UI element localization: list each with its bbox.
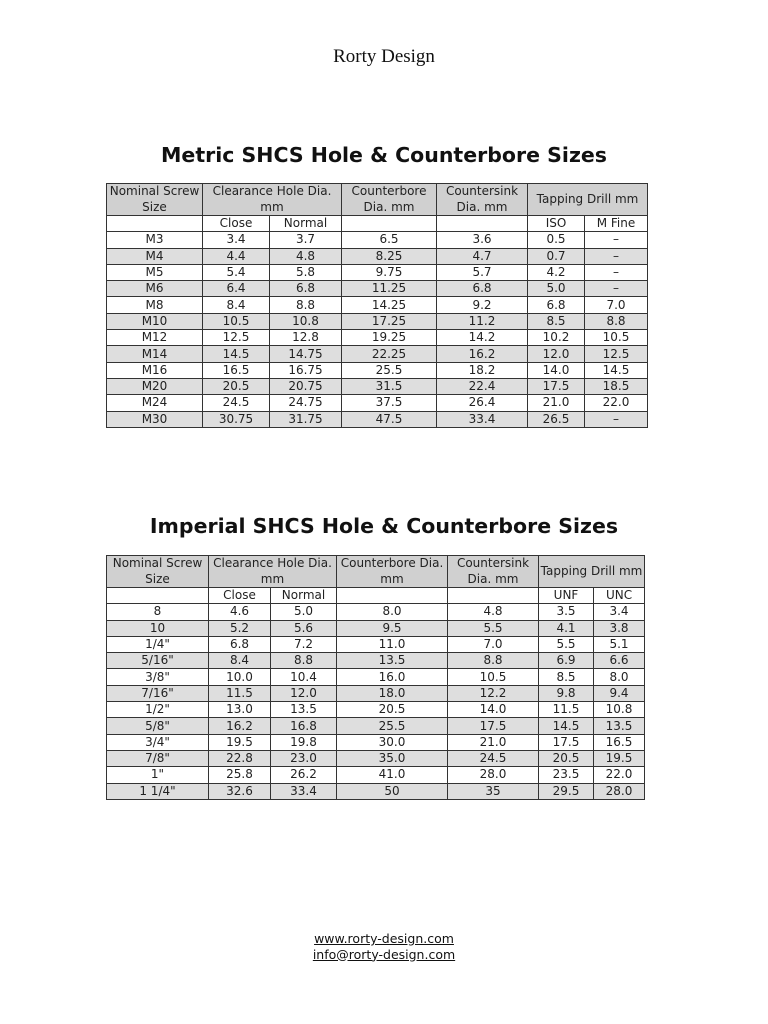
cell-clearance-normal: 31.75: [270, 411, 342, 427]
cell-nominal-size: M8: [107, 297, 203, 313]
table-row: [107, 685, 645, 701]
cell-tapping-a: 14.0: [528, 362, 585, 378]
cell-nominal-size: M16: [107, 362, 203, 378]
cell-tapping-b: 18.5: [585, 378, 648, 394]
cell-nominal-size: 5/16": [107, 653, 209, 669]
imperial-table-body: [107, 588, 645, 800]
table-row: [107, 330, 648, 346]
cell-nominal-size: M5: [107, 264, 203, 280]
metric-table-body: [107, 216, 648, 428]
cell-counterbore: 6.5: [342, 232, 437, 248]
cell-tapping-b: 7.0: [585, 297, 648, 313]
table-row: [107, 620, 645, 636]
table-row: [107, 636, 645, 652]
subheader-cell-countersink: [448, 588, 539, 604]
cell-clearance-close: 19.5: [209, 734, 271, 750]
cell-tapping-a: 4.2: [528, 264, 585, 280]
cell-counterbore: 11.25: [342, 281, 437, 297]
cell-tapping-b: 16.5: [594, 734, 645, 750]
cell-tapping-a: 8.5: [539, 669, 594, 685]
metric-table-title: Metric SHCS Hole & Counterbore Sizes: [161, 143, 607, 167]
subheader-cell-countersink: [437, 216, 528, 232]
cell-tapping-a: 6.9: [539, 653, 594, 669]
cell-counterbore: 50: [337, 783, 448, 799]
table-row: [107, 604, 645, 620]
cell-clearance-normal: 13.5: [271, 702, 337, 718]
subheader-row: [107, 216, 648, 232]
cell-tapping-a: 0.7: [528, 248, 585, 264]
cell-countersink: 14.0: [448, 702, 539, 718]
table-row: [107, 346, 648, 362]
cell-counterbore: 8.0: [337, 604, 448, 620]
cell-nominal-size: M30: [107, 411, 203, 427]
header-tapping-drill: Tapping Drill mm: [528, 184, 648, 216]
cell-counterbore: 11.0: [337, 636, 448, 652]
cell-clearance-normal: 7.2: [271, 636, 337, 652]
cell-countersink: 3.6: [437, 232, 528, 248]
cell-tapping-a: 11.5: [539, 702, 594, 718]
cell-clearance-normal: 12.8: [270, 330, 342, 346]
cell-clearance-close: 14.5: [203, 346, 270, 362]
cell-clearance-close: 11.5: [209, 685, 271, 701]
cell-tapping-b: 13.5: [594, 718, 645, 734]
cell-tapping-a: 23.5: [539, 767, 594, 783]
document-header: Rorty Design: [333, 46, 435, 67]
table-row: [107, 313, 648, 329]
cell-countersink: 8.8: [448, 653, 539, 669]
cell-counterbore: 22.25: [342, 346, 437, 362]
cell-tapping-b: 8.8: [585, 313, 648, 329]
cell-clearance-close: 25.8: [209, 767, 271, 783]
cell-nominal-size: 7/8": [107, 750, 209, 766]
cell-countersink: 21.0: [448, 734, 539, 750]
cell-counterbore: 13.5: [337, 653, 448, 669]
cell-nominal-size: M3: [107, 232, 203, 248]
cell-tapping-a: 3.5: [539, 604, 594, 620]
cell-tapping-b: –: [585, 411, 648, 427]
header-nominal: Nominal Screw Size: [107, 184, 203, 216]
cell-clearance-normal: 5.0: [271, 604, 337, 620]
cell-tapping-a: 17.5: [539, 734, 594, 750]
footer: [0, 931, 768, 962]
cell-tapping-b: 3.4: [594, 604, 645, 620]
cell-counterbore: 41.0: [337, 767, 448, 783]
cell-counterbore: 9.5: [337, 620, 448, 636]
cell-tapping-b: 14.5: [585, 362, 648, 378]
imperial-sizes-table: [106, 555, 645, 800]
cell-countersink: 18.2: [437, 362, 528, 378]
cell-counterbore: 14.25: [342, 297, 437, 313]
cell-counterbore: 16.0: [337, 669, 448, 685]
table-row: [107, 653, 645, 669]
cell-tapping-b: 10.8: [594, 702, 645, 718]
cell-counterbore: 30.0: [337, 734, 448, 750]
cell-clearance-close: 24.5: [203, 395, 270, 411]
cell-clearance-close: 16.2: [209, 718, 271, 734]
cell-counterbore: 31.5: [342, 378, 437, 394]
cell-nominal-size: M10: [107, 313, 203, 329]
cell-clearance-close: 10.5: [203, 313, 270, 329]
cell-clearance-normal: 10.4: [271, 669, 337, 685]
cell-counterbore: 9.75: [342, 264, 437, 280]
cell-clearance-close: 6.4: [203, 281, 270, 297]
cell-countersink: 28.0: [448, 767, 539, 783]
cell-countersink: 9.2: [437, 297, 528, 313]
cell-tapping-b: 3.8: [594, 620, 645, 636]
cell-clearance-close: 30.75: [203, 411, 270, 427]
cell-countersink: 16.2: [437, 346, 528, 362]
cell-clearance-close: 10.0: [209, 669, 271, 685]
header-tapping-drill: Tapping Drill mm: [539, 556, 645, 588]
table-row: [107, 264, 648, 280]
cell-tapping-b: 12.5: [585, 346, 648, 362]
cell-countersink: 7.0: [448, 636, 539, 652]
cell-clearance-normal: 20.75: [270, 378, 342, 394]
cell-clearance-close: 20.5: [203, 378, 270, 394]
cell-countersink: 10.5: [448, 669, 539, 685]
header-countersink: Countersink Dia. mm: [437, 184, 528, 216]
cell-clearance-normal: 12.0: [271, 685, 337, 701]
cell-clearance-normal: 6.8: [270, 281, 342, 297]
subheader-cell-clearance-close: Close: [203, 216, 270, 232]
cell-tapping-a: 10.2: [528, 330, 585, 346]
cell-nominal-size: 1/2": [107, 702, 209, 718]
cell-tapping-b: 5.1: [594, 636, 645, 652]
cell-nominal-size: 8: [107, 604, 209, 620]
cell-clearance-normal: 10.8: [270, 313, 342, 329]
cell-countersink: 24.5: [448, 750, 539, 766]
cell-countersink: 4.8: [448, 604, 539, 620]
header-counterbore: Counterbore Dia. mm: [337, 556, 448, 588]
cell-nominal-size: 1": [107, 767, 209, 783]
cell-clearance-close: 16.5: [203, 362, 270, 378]
cell-tapping-b: –: [585, 264, 648, 280]
cell-countersink: 35: [448, 783, 539, 799]
cell-clearance-normal: 8.8: [271, 653, 337, 669]
cell-clearance-normal: 24.75: [270, 395, 342, 411]
cell-countersink: 26.4: [437, 395, 528, 411]
cell-countersink: 12.2: [448, 685, 539, 701]
cell-counterbore: 20.5: [337, 702, 448, 718]
cell-counterbore: 17.25: [342, 313, 437, 329]
cell-countersink: 17.5: [448, 718, 539, 734]
cell-tapping-b: 6.6: [594, 653, 645, 669]
subheader-cell-clearance-close: Close: [209, 588, 271, 604]
cell-countersink: 5.5: [448, 620, 539, 636]
cell-clearance-normal: 16.8: [271, 718, 337, 734]
cell-counterbore: 19.25: [342, 330, 437, 346]
subheader-cell-tapping-b: UNC: [594, 588, 645, 604]
cell-nominal-size: M12: [107, 330, 203, 346]
cell-countersink: 4.7: [437, 248, 528, 264]
table-row: [107, 750, 645, 766]
cell-countersink: 22.4: [437, 378, 528, 394]
cell-counterbore: 47.5: [342, 411, 437, 427]
cell-tapping-a: 26.5: [528, 411, 585, 427]
cell-clearance-close: 32.6: [209, 783, 271, 799]
cell-tapping-b: –: [585, 232, 648, 248]
cell-nominal-size: 10: [107, 620, 209, 636]
cell-tapping-b: –: [585, 281, 648, 297]
table-row: [107, 783, 645, 799]
cell-tapping-b: 22.0: [585, 395, 648, 411]
cell-countersink: 5.7: [437, 264, 528, 280]
cell-clearance-close: 4.6: [209, 604, 271, 620]
cell-clearance-close: 4.4: [203, 248, 270, 264]
cell-counterbore: 35.0: [337, 750, 448, 766]
cell-clearance-normal: 5.6: [271, 620, 337, 636]
cell-clearance-normal: 3.7: [270, 232, 342, 248]
header-clearance-hole: Clearance Hole Dia. mm: [209, 556, 337, 588]
cell-clearance-normal: 23.0: [271, 750, 337, 766]
table-row: [107, 669, 645, 685]
metric-sizes-table: [106, 183, 648, 428]
table-row: [107, 718, 645, 734]
cell-tapping-a: 0.5: [528, 232, 585, 248]
table-row: [107, 248, 648, 264]
cell-tapping-a: 8.5: [528, 313, 585, 329]
subheader-cell-nominal-size: [107, 216, 203, 232]
cell-tapping-a: 5.0: [528, 281, 585, 297]
cell-tapping-a: 29.5: [539, 783, 594, 799]
header-clearance-hole: Clearance Hole Dia. mm: [203, 184, 342, 216]
cell-clearance-close: 12.5: [203, 330, 270, 346]
table-row: [107, 395, 648, 411]
table-row: [107, 378, 648, 394]
subheader-cell-tapping-b: M Fine: [585, 216, 648, 232]
header-nominal: Nominal Screw Size: [107, 556, 209, 588]
cell-counterbore: 25.5: [337, 718, 448, 734]
cell-nominal-size: 7/16": [107, 685, 209, 701]
cell-nominal-size: 3/8": [107, 669, 209, 685]
table-row: [107, 411, 648, 427]
cell-tapping-a: 14.5: [539, 718, 594, 734]
header-countersink: Countersink Dia. mm: [448, 556, 539, 588]
cell-clearance-normal: 26.2: [271, 767, 337, 783]
cell-clearance-close: 5.2: [209, 620, 271, 636]
cell-clearance-normal: 4.8: [270, 248, 342, 264]
cell-countersink: 14.2: [437, 330, 528, 346]
cell-tapping-b: 28.0: [594, 783, 645, 799]
subheader-cell-nominal-size: [107, 588, 209, 604]
cell-nominal-size: M4: [107, 248, 203, 264]
table-row: [107, 297, 648, 313]
cell-countersink: 11.2: [437, 313, 528, 329]
cell-tapping-b: 8.0: [594, 669, 645, 685]
cell-counterbore: 25.5: [342, 362, 437, 378]
cell-clearance-normal: 33.4: [271, 783, 337, 799]
cell-tapping-a: 12.0: [528, 346, 585, 362]
cell-nominal-size: 1/4": [107, 636, 209, 652]
cell-counterbore: 8.25: [342, 248, 437, 264]
table-row: [107, 767, 645, 783]
cell-nominal-size: 1 1/4": [107, 783, 209, 799]
cell-nominal-size: M20: [107, 378, 203, 394]
cell-nominal-size: M14: [107, 346, 203, 362]
cell-clearance-close: 13.0: [209, 702, 271, 718]
cell-tapping-b: 9.4: [594, 685, 645, 701]
cell-tapping-b: 10.5: [585, 330, 648, 346]
cell-clearance-normal: 14.75: [270, 346, 342, 362]
table-row: [107, 281, 648, 297]
table-row: [107, 362, 648, 378]
subheader-cell-tapping-a: ISO: [528, 216, 585, 232]
cell-tapping-a: 21.0: [528, 395, 585, 411]
cell-tapping-a: 4.1: [539, 620, 594, 636]
email-link[interactable]: info@rorty-design.com: [312, 946, 456, 962]
table-row: [107, 702, 645, 718]
cell-countersink: 33.4: [437, 411, 528, 427]
cell-countersink: 6.8: [437, 281, 528, 297]
cell-clearance-close: 5.4: [203, 264, 270, 280]
subheader-row: [107, 588, 645, 604]
cell-nominal-size: M24: [107, 395, 203, 411]
imperial-table-title: Imperial SHCS Hole & Counterbore Sizes: [149, 514, 619, 538]
cell-tapping-a: 6.8: [528, 297, 585, 313]
subheader-cell-tapping-a: UNF: [539, 588, 594, 604]
cell-tapping-a: 17.5: [528, 378, 585, 394]
website-link[interactable]: www.rorty-design.com: [314, 931, 454, 946]
subheader-cell-counterbore: [337, 588, 448, 604]
cell-nominal-size: M6: [107, 281, 203, 297]
cell-tapping-b: –: [585, 248, 648, 264]
subheader-cell-clearance-normal: Normal: [270, 216, 342, 232]
subheader-cell-counterbore: [342, 216, 437, 232]
cell-tapping-b: 22.0: [594, 767, 645, 783]
cell-nominal-size: 5/8": [107, 718, 209, 734]
cell-clearance-close: 6.8: [209, 636, 271, 652]
cell-clearance-close: 8.4: [203, 297, 270, 313]
cell-tapping-a: 20.5: [539, 750, 594, 766]
cell-nominal-size: 3/4": [107, 734, 209, 750]
cell-counterbore: 37.5: [342, 395, 437, 411]
cell-counterbore: 18.0: [337, 685, 448, 701]
cell-tapping-a: 9.8: [539, 685, 594, 701]
cell-clearance-close: 3.4: [203, 232, 270, 248]
table-row: [107, 232, 648, 248]
cell-clearance-normal: 8.8: [270, 297, 342, 313]
cell-clearance-normal: 5.8: [270, 264, 342, 280]
cell-clearance-close: 8.4: [209, 653, 271, 669]
header-counterbore: Counterbore Dia. mm: [342, 184, 437, 216]
cell-clearance-close: 22.8: [209, 750, 271, 766]
cell-tapping-b: 19.5: [594, 750, 645, 766]
subheader-cell-clearance-normal: Normal: [271, 588, 337, 604]
table-row: [107, 734, 645, 750]
cell-clearance-normal: 19.8: [271, 734, 337, 750]
cell-tapping-a: 5.5: [539, 636, 594, 652]
cell-clearance-normal: 16.75: [270, 362, 342, 378]
